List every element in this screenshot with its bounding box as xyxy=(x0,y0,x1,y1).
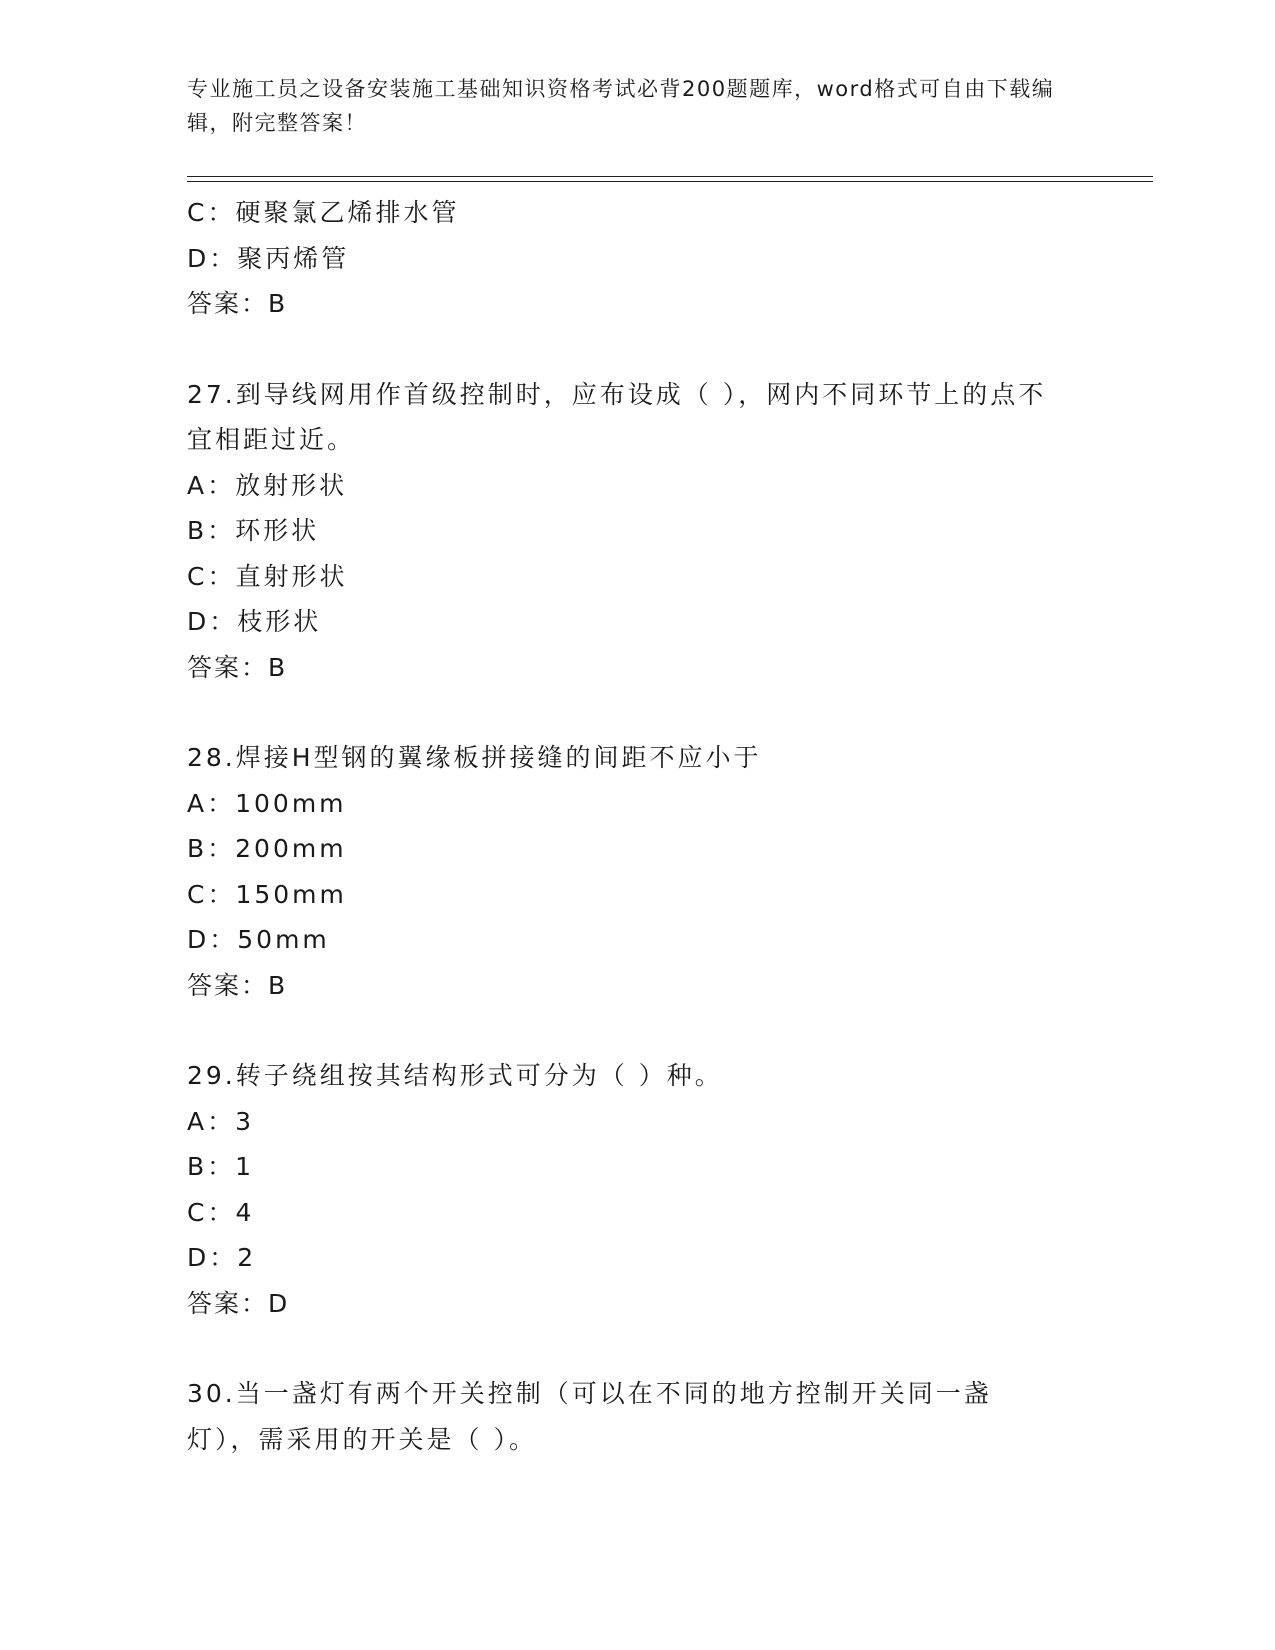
option-text: 枝形状 xyxy=(237,607,322,636)
option-label: B： xyxy=(187,834,236,863)
answer-value: B xyxy=(268,289,288,318)
question-block xyxy=(187,372,1087,691)
answer-value: B xyxy=(268,652,288,682)
option-text: 硬聚氯乙烯排水管 xyxy=(235,198,460,227)
option-label: D： xyxy=(187,243,238,273)
question-block xyxy=(187,1053,1087,1326)
option-row xyxy=(187,1144,1087,1190)
question-list xyxy=(187,190,1087,1462)
answer-row xyxy=(187,281,1087,327)
option-row xyxy=(187,599,1087,645)
option-row xyxy=(187,826,1087,872)
option-row xyxy=(187,236,1087,282)
option-text: 直射形状 xyxy=(235,561,348,591)
question-block xyxy=(187,1371,1087,1462)
document-header: 专业施工员之设备安装施工基础知识资格考试必背200题题库，word格式可自由下载编辑，附完整答案！ xyxy=(187,77,1055,135)
option-text: 放射形状 xyxy=(235,470,348,500)
option-row xyxy=(187,554,1087,600)
answer-value: B xyxy=(268,970,288,1000)
spacer xyxy=(187,327,1087,372)
option-text: 200mm xyxy=(235,834,347,863)
option-label: C： xyxy=(187,1197,236,1227)
header-divider-top xyxy=(187,176,1153,177)
option-text: 150mm xyxy=(235,879,347,909)
option-row xyxy=(187,1190,1087,1236)
answer-row xyxy=(187,645,1087,691)
spacer xyxy=(187,1008,1087,1053)
option-row xyxy=(187,463,1087,509)
option-label: A： xyxy=(187,1106,236,1136)
question-text: 29.转子绕组按其结构形式可分为（ ）种。 xyxy=(187,1061,723,1090)
option-label: B： xyxy=(187,1152,236,1181)
option-label: C： xyxy=(187,198,236,227)
header-divider-bottom xyxy=(187,181,1153,182)
option-text: 3 xyxy=(235,1106,255,1136)
option-row xyxy=(187,872,1087,918)
option-text: 4 xyxy=(235,1197,255,1227)
option-row xyxy=(187,781,1087,827)
option-row xyxy=(187,190,1087,236)
question-text: 28.焊接H型钢的翼缘板拼接缝的间距不应小于 xyxy=(187,743,762,772)
option-label: A： xyxy=(187,470,236,500)
option-row xyxy=(187,1099,1087,1145)
option-label: C： xyxy=(187,879,236,909)
answer-label: 答案： xyxy=(187,970,269,1000)
option-label: D： xyxy=(187,607,238,636)
option-text: 聚丙烯管 xyxy=(237,243,350,273)
option-label: D： xyxy=(187,1243,238,1272)
answer-value: D xyxy=(268,1288,290,1318)
option-label: D： xyxy=(187,925,238,954)
option-text: 2 xyxy=(237,1243,257,1272)
option-text: 1 xyxy=(235,1152,255,1181)
question-text: 27.到导线网用作首级控制时，应布设成（ ），网内不同环节上的点不宜相距过近。 xyxy=(187,379,1047,454)
option-row xyxy=(187,1235,1087,1281)
question-block xyxy=(187,735,1087,1008)
option-label: B： xyxy=(187,516,236,545)
question-continuation xyxy=(187,190,1087,327)
option-text: 100mm xyxy=(235,788,347,818)
spacer xyxy=(187,1326,1087,1371)
answer-label: 答案： xyxy=(187,1288,269,1318)
answer-label: 答案： xyxy=(187,289,269,318)
answer-row xyxy=(187,963,1087,1009)
option-text: 环形状 xyxy=(235,516,320,545)
spacer xyxy=(187,690,1087,735)
answer-row xyxy=(187,1281,1087,1327)
option-label: A： xyxy=(187,788,236,818)
option-row xyxy=(187,508,1087,554)
option-label: C： xyxy=(187,561,236,591)
option-text: 50mm xyxy=(237,925,330,954)
option-row xyxy=(187,917,1087,963)
question-text: 30.当一盏灯有两个开关控制（可以在不同的地方控制开关同一盏灯），需采用的开关是（ ）。 xyxy=(187,1379,992,1454)
answer-label: 答案： xyxy=(187,652,269,682)
